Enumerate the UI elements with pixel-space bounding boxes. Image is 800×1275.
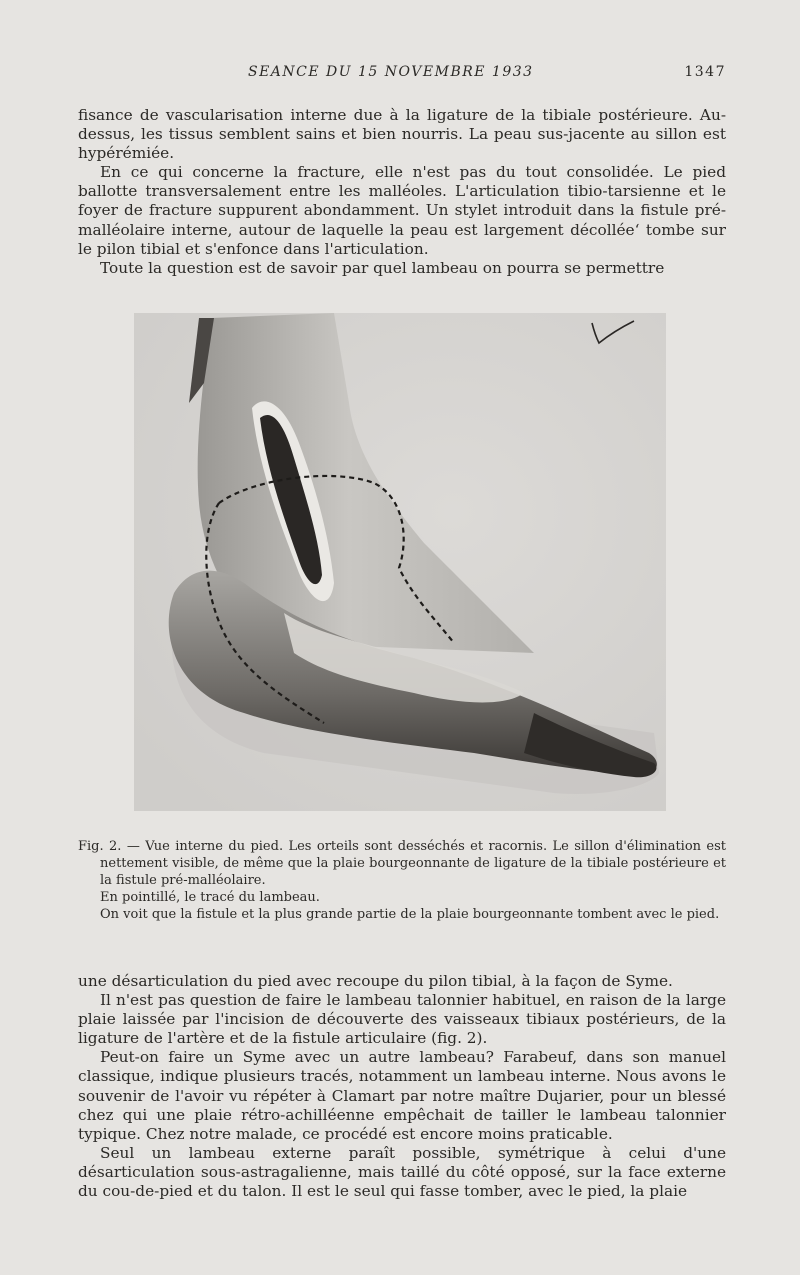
caption-line: En pointillé, le tracé du lambeau.: [100, 890, 320, 905]
paragraph: Seul un lambeau externe paraît possible, symétrique à celui d'une désarticulation sous-astragalienne, mais taillé du côté opposé, sur la face externe du cou-de-pied et du talon. Il est le seul qui fasse tomber, avec le pied, la plaie: [78, 1143, 726, 1201]
running-title: SEANCE DU 15 NOVEMBRE 1933: [248, 64, 534, 80]
caption-label: Fig. 2.: [78, 839, 122, 854]
caption-main: [78, 838, 726, 889]
paragraph: Toute la question est de savoir par quel lambeau on pourra se permettre: [100, 258, 665, 277]
caption-text: — Vue interne du pied. Les orteils sont desséchés et racornis. Le sillon d'élimination est nettement visible, de même que la plaie bourgeonnante de ligature de la tibiale postérieure et la fistule pré-malléolaire.: [100, 839, 727, 888]
paragraph-continued: une désarticulation du pied avec recoupe du pilon tibial, à la façon de Syme.: [78, 972, 673, 990]
paragraph: En ce qui concerne la fracture, elle n'est pas du tout consolidée. Le pied ballotte transversalement entre les malléoles. L'articulation tibio-tarsienne et le foyer de fracture suppurent abondamment. Un stylet introduit dans la fistule pré-malléolaire interne, autour de laquelle la peau est largement décollée‘ tombe sur le pilon tibial et s'enfonce dans l'articulation.: [78, 163, 726, 258]
bottom-text-block: [78, 972, 726, 1201]
page-number: 1347: [684, 64, 726, 80]
running-header: [78, 64, 726, 84]
foot-photograph-image: [134, 313, 666, 811]
paragraph: Peut-on faire un Syme avec un autre lambeau? Farabeuf, dans son manuel classique, indique plusieurs tracés, notamment un lambeau interne. Nous avons le souvenir de l'avoir vu répéter à Clamart par notre maître Dujarier, pour un blessé chez qui une plaie rétro-achilléenne empêchait de tailler le lambeau talonnier typique. Chez notre malade, ce procédé est encore moins praticable.: [78, 1048, 726, 1143]
paragraph: Il n'est pas question de faire le lambeau talonnier habituel, en raison de la large plaie laissée par l'incision de découverte des vaisseaux tibiaux postérieurs, de la ligature de l'artère et de la fistule articulaire (fig. 2).: [78, 991, 726, 1048]
figure-caption: [78, 838, 726, 923]
foot-photograph: [134, 313, 666, 811]
paragraph-continued: fisance de vascularisation interne due à la ligature de la tibiale postérieure. Au-dessus, les tissus semblent sains et bien nourris. La peau sus-jacente au sillon est hypérémiée.: [78, 106, 726, 163]
caption-line: On voit que la fistule et la plus grande partie de la plaie bourgeonnante tombent avec le pied.: [100, 907, 720, 922]
top-text-block: [78, 106, 726, 278]
